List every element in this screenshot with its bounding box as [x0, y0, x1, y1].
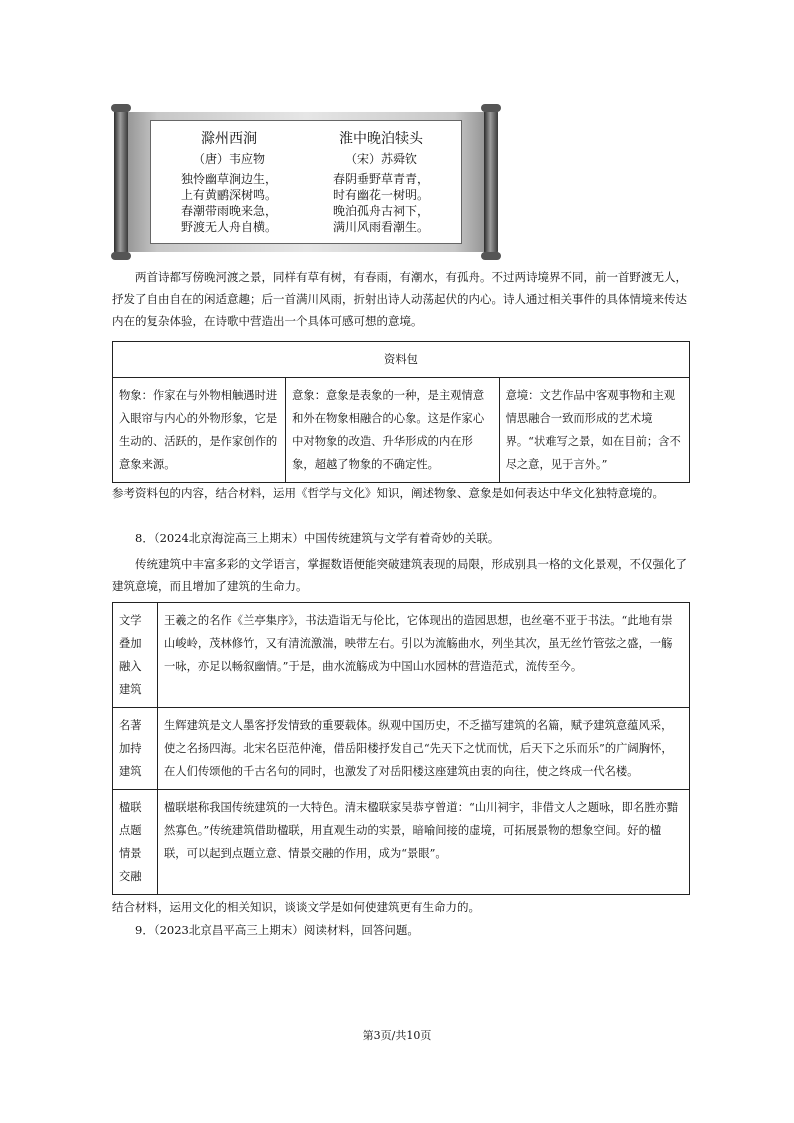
- question-7-prompt: 参考资料包的内容，结合材料，运用《哲学与文化》知识，阐述物象、意象是如何表达中华文化独特意境的。: [112, 486, 664, 500]
- poem-line: 野渡无人舟自横。: [180, 220, 277, 234]
- poem-title: 滁州西涧: [201, 131, 257, 147]
- question-8-prompt: 结合材料，运用文化的相关知识，谈谈文学是如何使建筑更有生命力的。: [112, 900, 480, 914]
- poem-scroll-illustration: [112, 106, 500, 258]
- poem-line: 满川风雨看潮生。: [332, 220, 429, 234]
- info-box-header: 资料包: [113, 342, 690, 378]
- row-label: 楹联点题情景交融: [113, 790, 158, 895]
- poem-author: （唐）韦应物: [192, 152, 265, 166]
- rod-knob: [111, 104, 131, 112]
- question-8-intro: 传统建筑中丰富多彩的文学语言，掌握数语便能突破建筑表现的局限，形成别具一格的文化景观，不仅强化了建筑意境，而且增加了建筑的生命力。: [112, 557, 687, 593]
- question-8-heading: 8．（2024北京海淀高三上期末）中国传统建筑与文学有着奇妙的关联。: [135, 531, 500, 545]
- scroll-rod-right: [484, 106, 498, 258]
- scroll-panel: [150, 120, 462, 244]
- poem-line: 春阴垂野草青青，: [332, 172, 429, 186]
- poem-line: 上有黄鹂深树鸣。: [180, 188, 277, 202]
- poem-line: 晚泊孤舟古祠下，: [332, 204, 429, 218]
- question-9-heading: 9．（2023北京昌平高三上期末）阅读材料，回答问题。: [135, 923, 419, 937]
- poem-title: 淮中晚泊犊头: [339, 131, 423, 147]
- poem-author: （宋）苏舜钦: [344, 152, 417, 166]
- row-text: 楹联堪称我国传统建筑的一大特色。清末楹联家吴恭亨曾道：“山川祠宇，非借文人之题咏，即名胜亦黯然寡色。”传统建筑借助楹联，用直观生动的实景，暗喻间接的虚境，可拓展景物的想象空间。好的楹联，可以起到点题立意、情景交融的作用，成为“景眼”。: [158, 790, 690, 895]
- info-cell-yixiang: 意象：意象是表象的一种，是主观情意和外在物象相融合的心象。这是作家心中对物象的改造、升华形成的内在形象，超越了物象的不确定性。: [286, 378, 499, 483]
- table-row: [113, 603, 690, 708]
- poem-line: 独怜幽草涧边生，: [180, 172, 277, 186]
- info-cell-yijing: 意境：文艺作品中客观事物和主观情思融合一致而形成的艺术境界。“状难写之景，如在目前；含不尽之意，见于言外。”: [499, 378, 689, 483]
- row-text: 王羲之的名作《兰亭集序》，书法造诣无与伦比，它体现出的造园思想，也丝毫不亚于书法。“此地有崇山峻岭，茂林修竹，又有清流激湍，映带左右。引以为流觞曲水，列坐其次，虽无丝竹管弦之盛，一觞一咏，亦足以畅叙幽情。”于是，曲水流觞成为中国山水园林的营造范式，流传至今。: [158, 603, 690, 708]
- rod-knob: [111, 252, 131, 260]
- row-label: 文学叠加融入建筑: [113, 603, 158, 708]
- info-box-table: [112, 341, 690, 483]
- rod-knob: [481, 252, 501, 260]
- row-label: 名著加持建筑: [113, 708, 158, 790]
- info-cell-wuxiang: 物象：作家在与外物相触遇时进入眼帘与内心的外物形象，它是生动的、活跃的，是作家创作的意象来源。: [113, 378, 286, 483]
- table-row: [113, 708, 690, 790]
- poem-line: 时有幽花一树明。: [332, 188, 429, 202]
- table-row: [113, 790, 690, 895]
- q8-table: [112, 602, 690, 895]
- row-text: 生辉建筑是文人墨客抒发情致的重要载体。纵观中国历史，不乏描写建筑的名篇，赋予建筑意蕴风采，使之名扬四海。北宋名臣范仲淹，借岳阳楼抒发自己“先天下之忧而忧，后天下之乐而乐”的广阔胸怀，在人们传颂他的千古名句的同时，也激发了对岳阳楼这座建筑由衷的向往，使之终成一代名楼。: [158, 708, 690, 790]
- rod-knob: [481, 104, 501, 112]
- scroll-rod-left: [114, 106, 128, 258]
- page-number: 第3页/共10页: [362, 1029, 432, 1042]
- poem-1: [159, 129, 299, 235]
- poem-2: [311, 129, 451, 235]
- poem-line: 春潮带雨晚来急，: [180, 204, 277, 218]
- intro-paragraph: 两首诗都写傍晚河渡之景，同样有草有树，有春雨，有潮水，有孤舟。不过两诗境界不同，前一首野渡无人，抒发了自由自在的闲适意趣；后一首满川风雨，折射出诗人动荡起伏的内心。诗人通过相关事件的具体情境来传达内在的复杂体验，在诗歌中营造出一个具体可感可想的意境。: [112, 270, 687, 328]
